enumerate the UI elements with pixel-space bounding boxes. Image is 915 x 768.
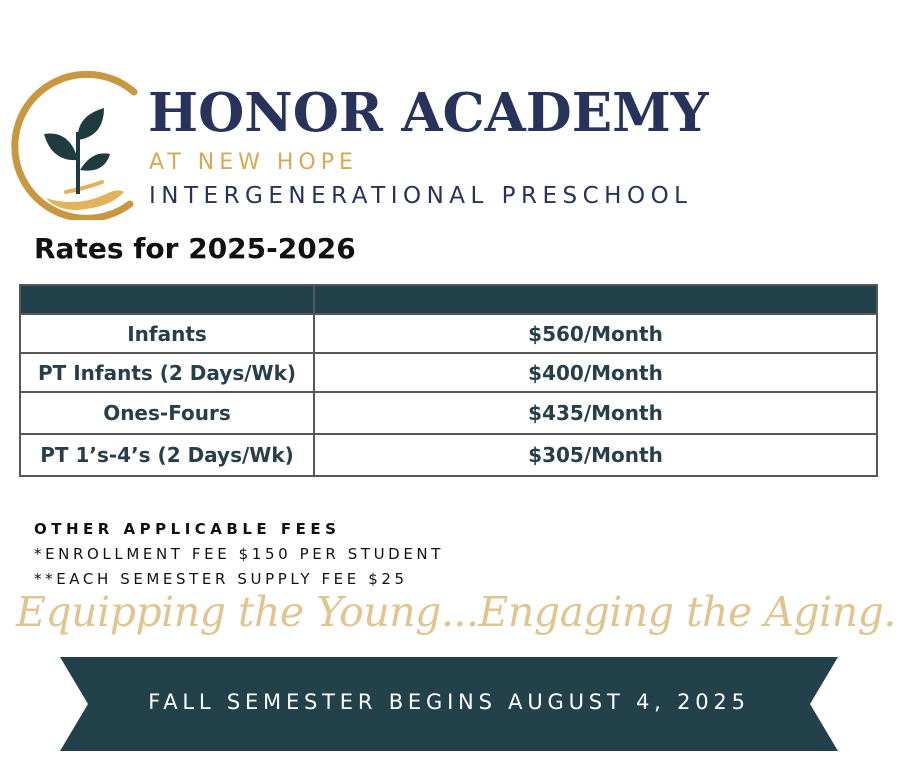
price-cell: $305/Month (314, 434, 877, 476)
page-title: HONOR ACADEMY (148, 82, 709, 144)
subtitle: AT NEW HOPE (149, 150, 358, 175)
table-row (20, 314, 877, 353)
fee-item: *ENROLLMENT FEE $150 PER STUDENT (34, 545, 444, 563)
table-row (20, 392, 877, 434)
table-header-row (20, 285, 877, 314)
program-cell: Ones-Fours (20, 392, 314, 434)
honor-academy-logo (6, 70, 156, 220)
rates-table (19, 284, 878, 477)
program-cell: Infants (20, 314, 314, 353)
table-row (20, 434, 877, 476)
price-cell: $560/Month (314, 314, 877, 353)
rates-heading: Rates for 2025-2026 (34, 232, 356, 265)
price-cell: $400/Month (314, 353, 877, 392)
program-cell: PT Infants (2 Days/Wk) (20, 353, 314, 392)
fee-item: **EACH SEMESTER SUPPLY FEE $25 (34, 570, 408, 588)
banner-text: FALL SEMESTER BEGINS AUGUST 4, 2025 (148, 690, 750, 714)
table-header-cell (20, 285, 314, 314)
slogan: Equipping the Young...Engaging the Aging. (16, 588, 896, 636)
fees-heading: OTHER APPLICABLE FEES (34, 520, 341, 538)
school-type: INTERGENERATIONAL PRESCHOOL (149, 183, 693, 209)
table-row (20, 353, 877, 392)
price-cell: $435/Month (314, 392, 877, 434)
table-header-cell (314, 285, 877, 314)
program-cell: PT 1’s-4’s (2 Days/Wk) (20, 434, 314, 476)
